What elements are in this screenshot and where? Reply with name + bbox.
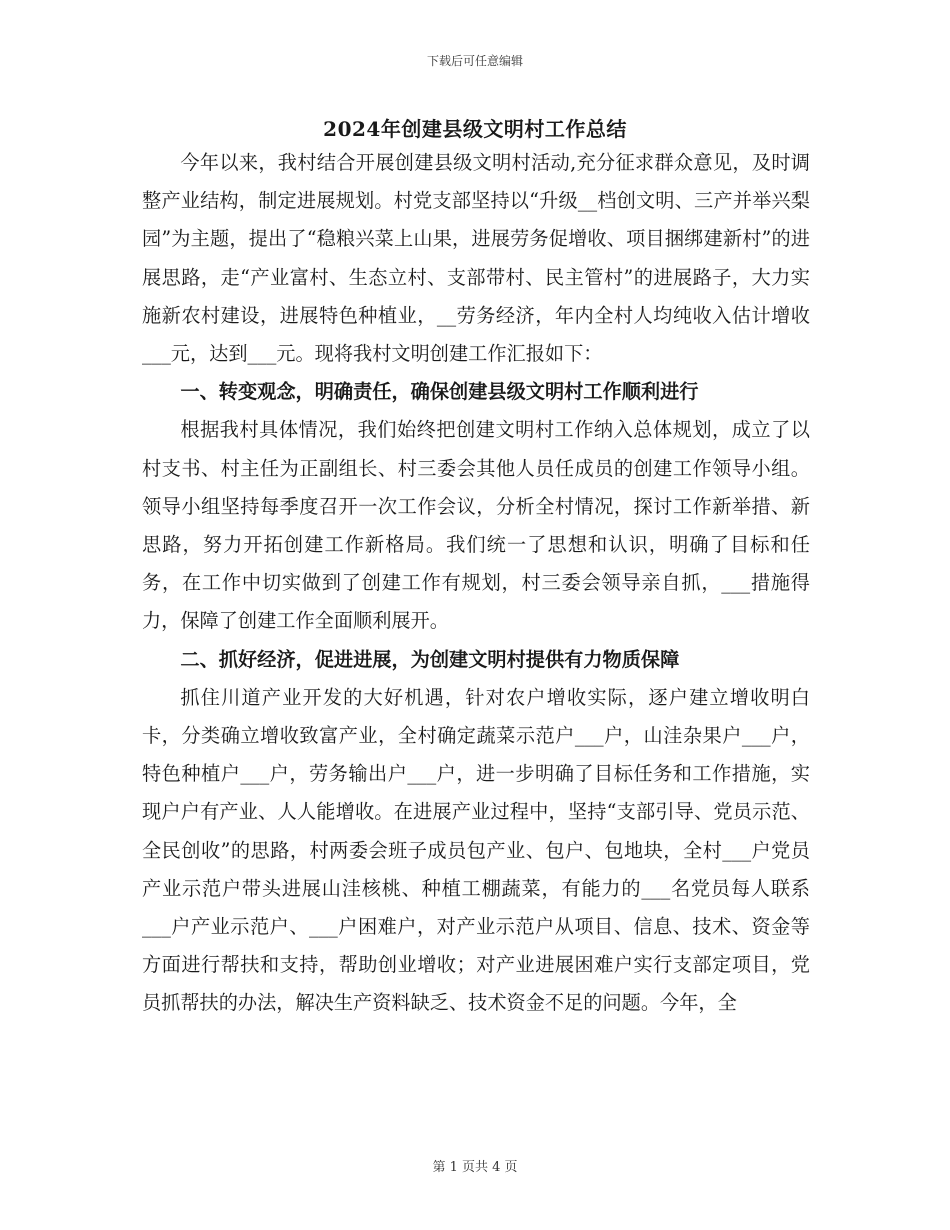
- intro-paragraph: 今年以来，我村结合开展创建县级文明村活动,充分征求群众意见，及时调整产业结构，制定进展规划。村党支部坚持以“升级__档创文明、三产并举兴梨园”为主题，提出了“稳粮兴菜上山果，进展劳务促增收、项目捆绑建新村”的进展思路，走“产业富村、生态立村、支部带村、民主管村”的进展路子，大力实施新农村建设，进展特色种植业，__劳务经济，年内全村人均纯收入估计增收___元，达到___元。现将我村文明创建工作汇报如下：: [142, 151, 810, 366]
- section-2-paragraph: 抓住川道产业开发的大好机遇，针对农户增收实际，逐户建立增收明白卡，分类确立增收致富产业，全村确定蔬菜示范户___户，山洼杂果户___户，特色种植户___户，劳务输出户___户，进一步明确了目标任务和工作措施，实现户户有产业、人人能增收。在进展产业过程中，坚持“支部引导、党员示范、全民创收”的思路，村两委会班子成员包产业、包户、包地块，全村___户党员产业示范户带头进展山洼核桃、种植工棚蔬菜，有能力的___名党员每人联系___户产业示范户、___户困难户，对产业示范户从项目、信息、技术、资金等方面进行帮扶和支持，帮助创业增收；对产业进展困难户实行支部定项目，党员抓帮扶的办法，解决生产资料缺乏、技术资金不足的问题。今年，全: [142, 685, 810, 1015]
- document-title: 2024年创建县级文明村工作总结: [323, 117, 627, 141]
- section-1-heading: 一、转变观念，明确责任，确保创建县级文明村工作顺利进行: [180, 380, 699, 404]
- page-header: 下载后可任意编辑: [426, 54, 523, 68]
- page-footer: 第 1 页共 4 页: [432, 1160, 518, 1175]
- section-1-paragraph: 根据我村具体情况，我们始终把创建文明村工作纳入总体规划，成立了以村支书、村主任为正副组长、村三委会其他人员任成员的创建工作领导小组。领导小组坚持每季度召开一次工作会议，分析全村情况，探讨工作新举措、新思路，努力开拓创建工作新格局。我们统一了思想和认识，明确了目标和任务，在工作中切实做到了创建工作有规划，村三委会领导亲自抓，___措施得力，保障了创建工作全面顺利展开。: [142, 418, 810, 633]
- document-body: [142, 144, 810, 1023]
- section-2-heading: 二、抓好经济，促进进展，为创建文明村提供有力物质保障: [180, 647, 680, 671]
